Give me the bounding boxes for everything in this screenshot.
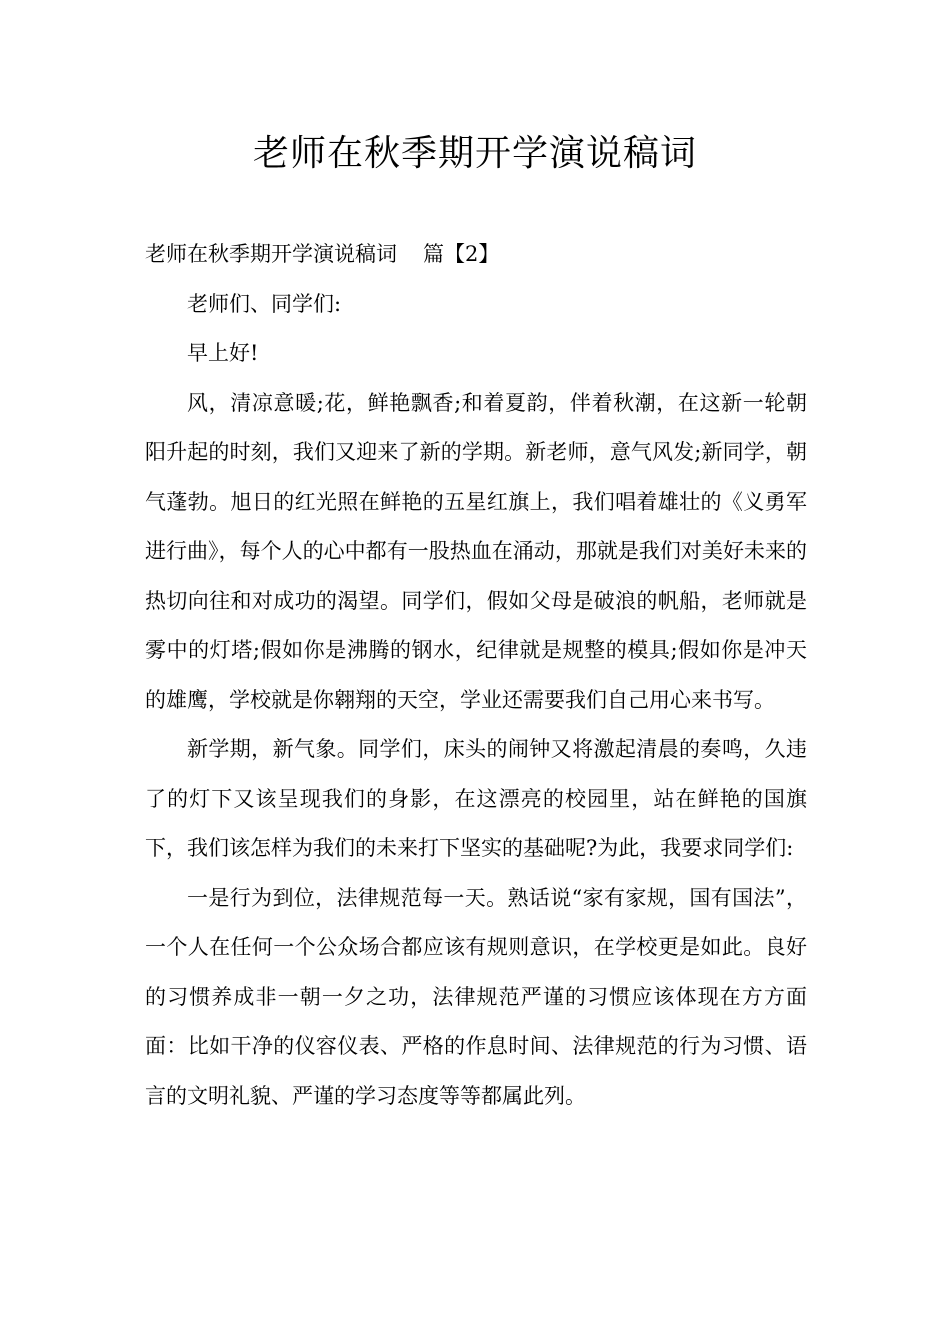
paragraph-intro: 风，清凉意暖;花，鲜艳飘香;和着夏韵，伴着秋潮，在这新一轮朝阳升起的时刻，我们又迎来了新的学期。新老师，意气风发;新同学，朝气蓬勃。旭日的红光照在鲜艳的五星红旗上，我们唱着雄壮的《义勇军进行曲》，每个人的心中都有一股热血在涌动，那就是我们对美好未来的热切向往和对成功的渴望。同学们，假如父母是破浪的帆船，老师就是雾中的灯塔;假如你是沸腾的钢水，纪律就是规整的模具;假如你是冲天的雄鹰，学校就是你翱翔的天空，学业还需要我们自己用心来书写。	[145, 390, 807, 712]
section-heading-suffix: 篇【2】	[423, 242, 500, 266]
section-heading	[145, 230, 807, 280]
document-body	[145, 230, 807, 1121]
paragraph-good-morning: 早上好!	[187, 341, 259, 365]
document-title: 老师在秋季期开学演说稿词	[252, 133, 697, 174]
paragraph-rule-one: 一是行为到位，法律规范每一天。熟话说“家有家规，国有国法”，一个人在任何一个公众场合都应该有规则意识，在学校更是如此。良好的习惯养成非一朝一夕之功，法律规范严谨的习惯应该体现在方方面面：比如干净的仪容仪表、严格的作息时间、法律规范的行为习惯、语言的文明礼貌、严谨的学习态度等等都属此列。	[145, 885, 807, 1108]
paragraph-greeting: 老师们、同学们:	[187, 291, 342, 316]
paragraph-new-term: 新学期，新气象。同学们，床头的闹钟又将激起清晨的奏鸣，久违了的灯下又该呈现我们的身影，在这漂亮的校园里，站在鲜艳的国旗下，我们该怎样为我们的未来打下坚实的基础呢?为此，我要求同学们:	[145, 737, 807, 860]
section-heading-title: 老师在秋季期开学演说稿词	[145, 242, 397, 266]
